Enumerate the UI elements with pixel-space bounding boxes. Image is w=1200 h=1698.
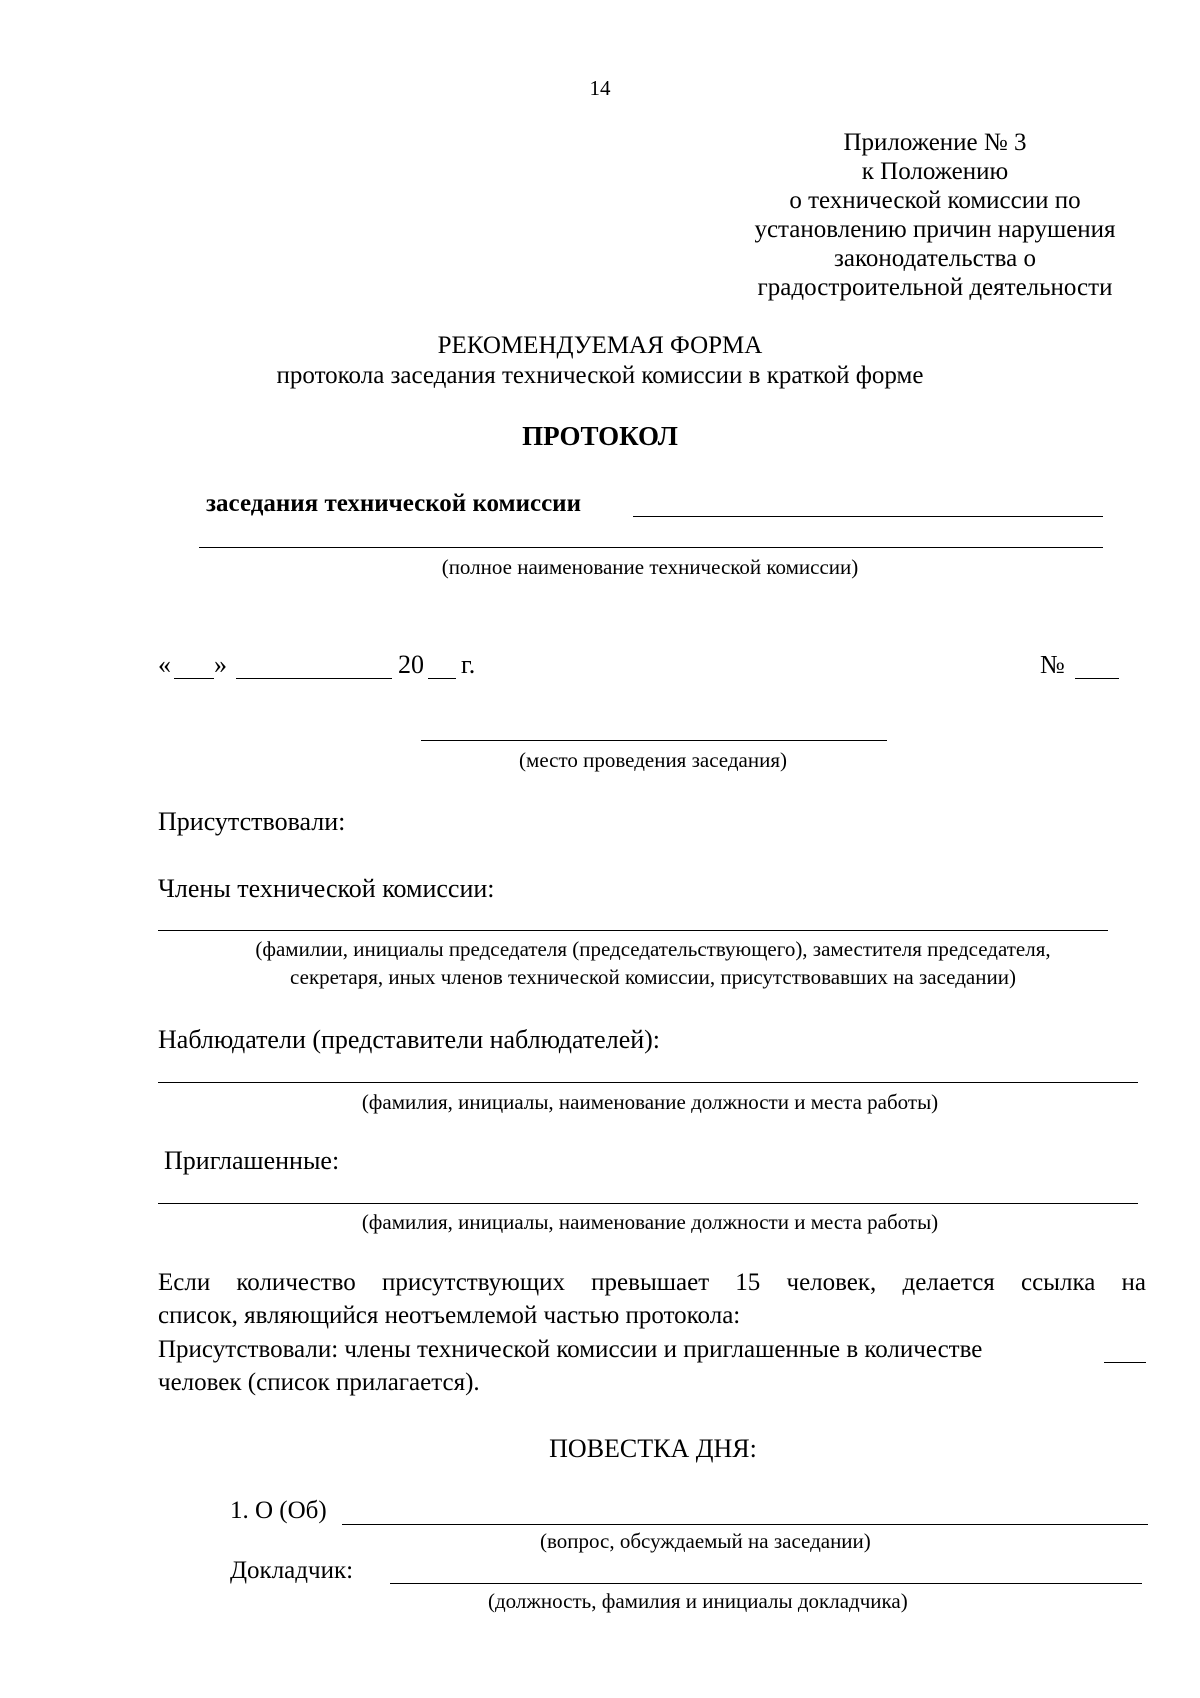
- agenda-item-label: 1. О (Об): [230, 1497, 327, 1524]
- observers-label: Наблюдатели (представители наблюдателей):: [158, 1025, 661, 1054]
- day-field[interactable]: [174, 678, 214, 679]
- number-sign: №: [1040, 650, 1065, 679]
- month-field[interactable]: [236, 678, 392, 679]
- speaker-field[interactable]: [390, 1583, 1142, 1584]
- place-field[interactable]: [421, 740, 887, 741]
- speaker-label: Докладчик:: [230, 1557, 354, 1584]
- year-prefix: 20: [398, 650, 424, 679]
- paragraph-line-2: список, являющийся неотъемлемой частью протокола:: [158, 1302, 741, 1329]
- agenda-item-caption: (вопрос, обсуждаемый на заседании): [540, 1529, 871, 1553]
- protocol-title: ПРОТОКОЛ: [522, 421, 678, 451]
- appendix-header: [720, 128, 1150, 302]
- commission-name-field[interactable]: [633, 516, 1103, 517]
- year-field[interactable]: [428, 678, 456, 679]
- agenda-item-field[interactable]: [342, 1524, 1148, 1525]
- commission-name-field-2[interactable]: [199, 547, 1103, 548]
- observers-field[interactable]: [158, 1082, 1138, 1083]
- observers-caption: (фамилия, инициалы, наименование должности и места работы): [361, 1090, 939, 1114]
- date-close-quote: »: [214, 650, 227, 679]
- paragraph-line-4: человек (список прилагается).: [158, 1369, 480, 1396]
- appendix-line: установлению причин нарушения: [754, 216, 1116, 243]
- invited-label: Приглашенные:: [164, 1146, 340, 1175]
- speaker-caption: (должность, фамилия и инициалы докладчика): [488, 1589, 908, 1613]
- year-suffix: г.: [461, 650, 476, 679]
- members-field[interactable]: [158, 930, 1108, 931]
- place-caption: (место проведения заседания): [519, 748, 787, 772]
- invited-field[interactable]: [158, 1203, 1138, 1204]
- invited-caption: (фамилия, инициалы, наименование должности и места работы): [361, 1210, 939, 1234]
- members-caption-line-1: (фамилии, инициалы председателя (председательствующего), заместителя председателя,: [255, 937, 1051, 961]
- date-open-quote: «: [158, 650, 171, 679]
- members-label: Члены технической комиссии:: [158, 874, 495, 903]
- present-label: Присутствовали:: [158, 807, 346, 836]
- session-label: заседания технической комиссии: [206, 490, 581, 517]
- appendix-line: к Положению: [861, 158, 1009, 185]
- paragraph-line-3: Присутствовали: члены технической комиссии и приглашенные в количестве: [158, 1336, 983, 1363]
- commission-caption: (полное наименование технической комиссии): [441, 555, 859, 579]
- attendees-count-field[interactable]: [1104, 1362, 1146, 1363]
- appendix-line: Приложение № 3: [843, 129, 1027, 156]
- appendix-line: градостроительной деятельности: [757, 274, 1113, 301]
- paragraph-line-1: Если количество присутствующих превышает 15 человек, делается ссылка на: [158, 1269, 1146, 1296]
- protocol-number-field[interactable]: [1075, 678, 1119, 679]
- form-title: РЕКОМЕНДУЕМАЯ ФОРМА: [437, 332, 763, 359]
- appendix-line: законодательства о: [834, 245, 1036, 272]
- page-number: 14: [589, 76, 611, 100]
- members-caption-line-2: секретаря, иных членов технической комиссии, присутствовавших на заседании): [290, 965, 1016, 989]
- form-subtitle: протокола заседания технической комиссии в краткой форме: [276, 362, 924, 389]
- appendix-line: о технической комиссии по: [789, 187, 1081, 214]
- agenda-title: ПОВЕСТКА ДНЯ:: [549, 1434, 757, 1463]
